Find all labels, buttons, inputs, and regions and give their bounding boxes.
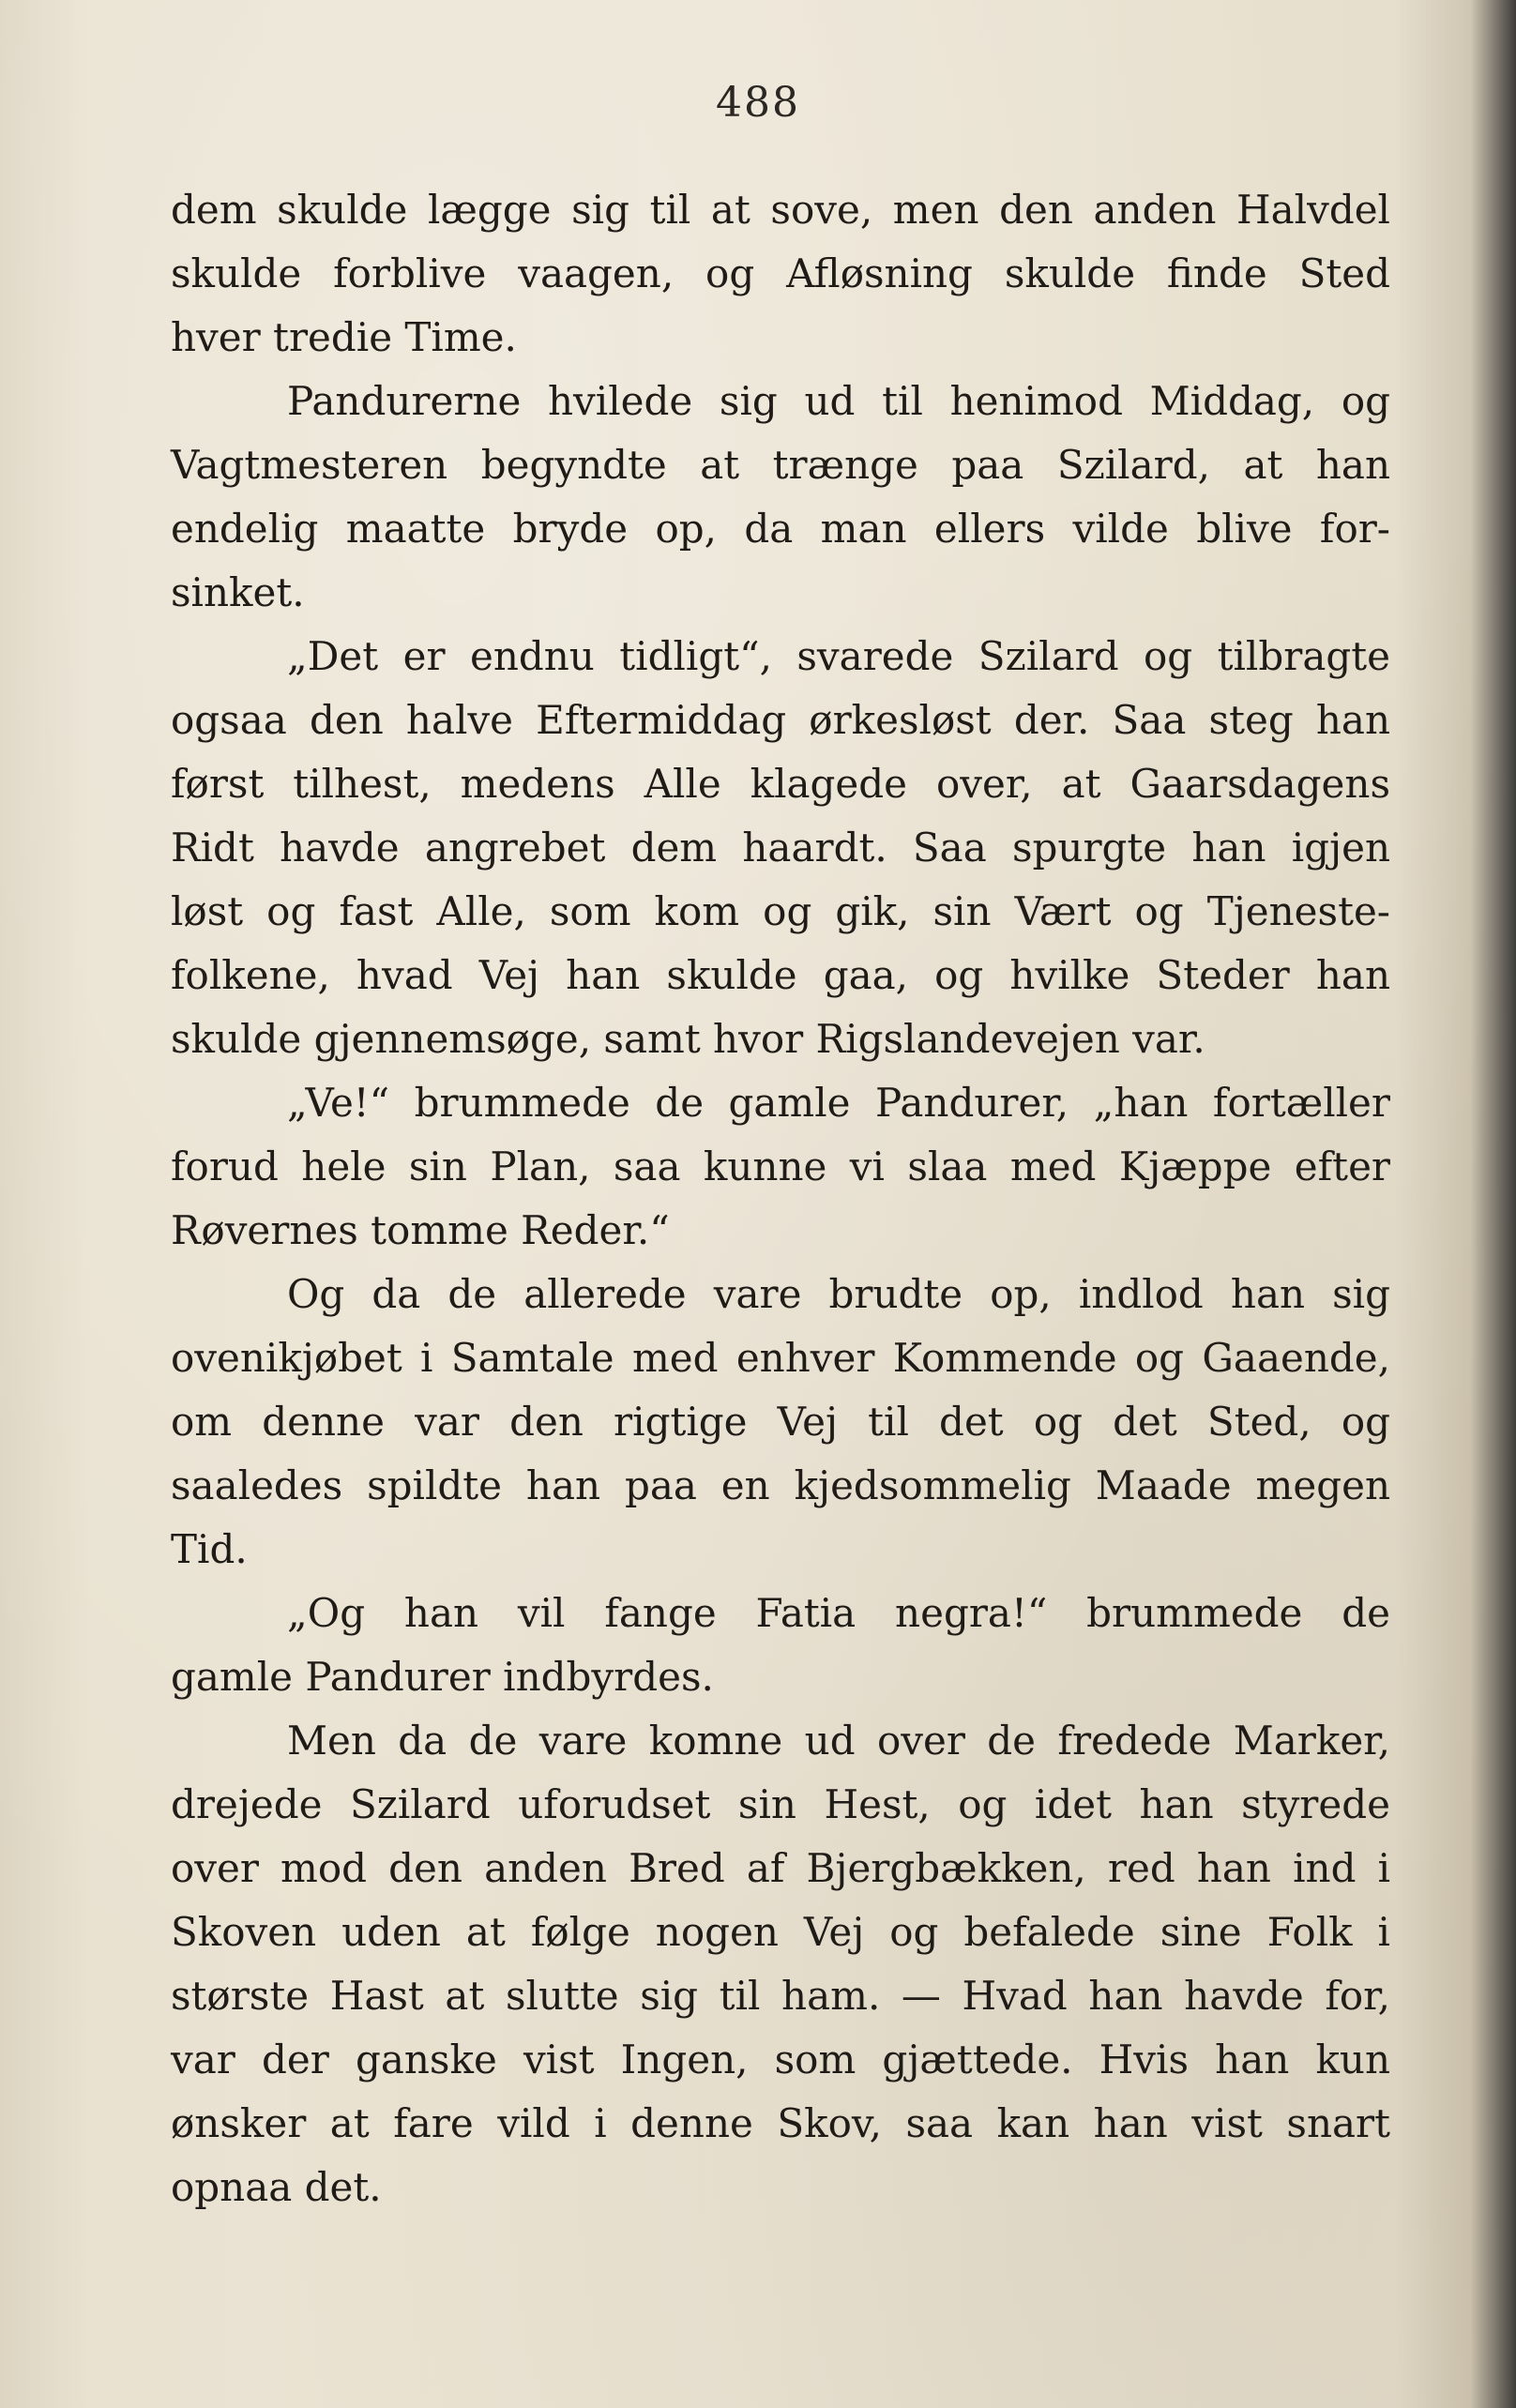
text-line: forud hele sin Plan, saa kunne vi slaa med Kjæppe efter: [171, 1143, 1390, 1189]
text-line: først tilhest, medens Alle klagede over, at Gaarsdagens: [171, 761, 1390, 807]
text-line: ogsaa den halve Eftermiddag ørkesløst der. Saa steg han: [171, 697, 1390, 743]
text-line: endelig maatte bryde op, da man ellers vilde blive for-: [171, 506, 1390, 552]
text-line: „Og han vil fange Fatia negra!“ brummede de: [287, 1590, 1390, 1636]
text-line: drejede Szilard uforudset sin Hest, og idet han styrede: [171, 1781, 1390, 1827]
text-line: ønsker at fare vild i denne Skov, saa kan han vist snart: [171, 2100, 1390, 2146]
text-line: sinket.: [171, 569, 305, 615]
text-line: skulde forblive vaagen, og Afløsning skulde finde Sted: [171, 250, 1390, 296]
text-line: Røvernes tomme Reder.“: [171, 1207, 670, 1253]
text-line: løst og fast Alle, som kom og gik, sin Vært og Tjeneste-: [171, 888, 1390, 934]
text-line: var der ganske vist Ingen, som gjættede. Hvis han kun: [171, 2037, 1390, 2082]
text-line: Og da de allerede vare brudte op, indlod han sig: [287, 1271, 1390, 1317]
text-line: Ridt havde angrebet dem haardt. Saa spurgte han igjen: [171, 825, 1390, 871]
page-number: 488: [716, 79, 800, 127]
text-line: Tid.: [171, 1526, 248, 1572]
text-line: Pandurerne hvilede sig ud til henimod Middag, og: [287, 378, 1390, 424]
text-line: ovenikjøbet i Samtale med enhver Kommende og Gaaende,: [171, 1335, 1390, 1381]
text-line: Skoven uden at følge nogen Vej og befalede sine Folk i: [171, 1909, 1390, 1955]
text-line: Vagtmesteren begyndte at trænge paa Szilard, at han: [171, 442, 1390, 488]
text-line: om denne var den rigtige Vej til det og det Sted, og: [171, 1399, 1390, 1445]
text-line: „Det er endnu tidligt“, svarede Szilard og tilbragte: [287, 633, 1390, 679]
text-line: gamle Pandurer indbyrdes.: [171, 1654, 714, 1700]
text-line: „Ve!“ brummede de gamle Pandurer, „han fortæller: [287, 1080, 1390, 1126]
text-line: Men da de vare komne ud over de fredede Marker,: [287, 1718, 1390, 1764]
text-line: største Hast at slutte sig til ham. — Hvad han havde for,: [171, 1973, 1390, 2019]
text-line: over mod den anden Bred af Bjergbækken, red han ind i: [171, 1845, 1390, 1891]
text-line: skulde gjennemsøge, samt hvor Rigslandevejen var.: [171, 1016, 1205, 1062]
text-line: folkene, hvad Vej han skulde gaa, og hvilke Steder han: [171, 952, 1390, 998]
text-line: hver tredie Time.: [171, 314, 517, 360]
text-line: saaledes spildte han paa en kjedsommelig Maade megen: [171, 1462, 1390, 1508]
body-text: [171, 178, 1390, 2219]
text-line: dem skulde lægge sig til at sove, men den anden Halvdel: [171, 187, 1390, 233]
text-line: opnaa det.: [171, 2164, 382, 2210]
